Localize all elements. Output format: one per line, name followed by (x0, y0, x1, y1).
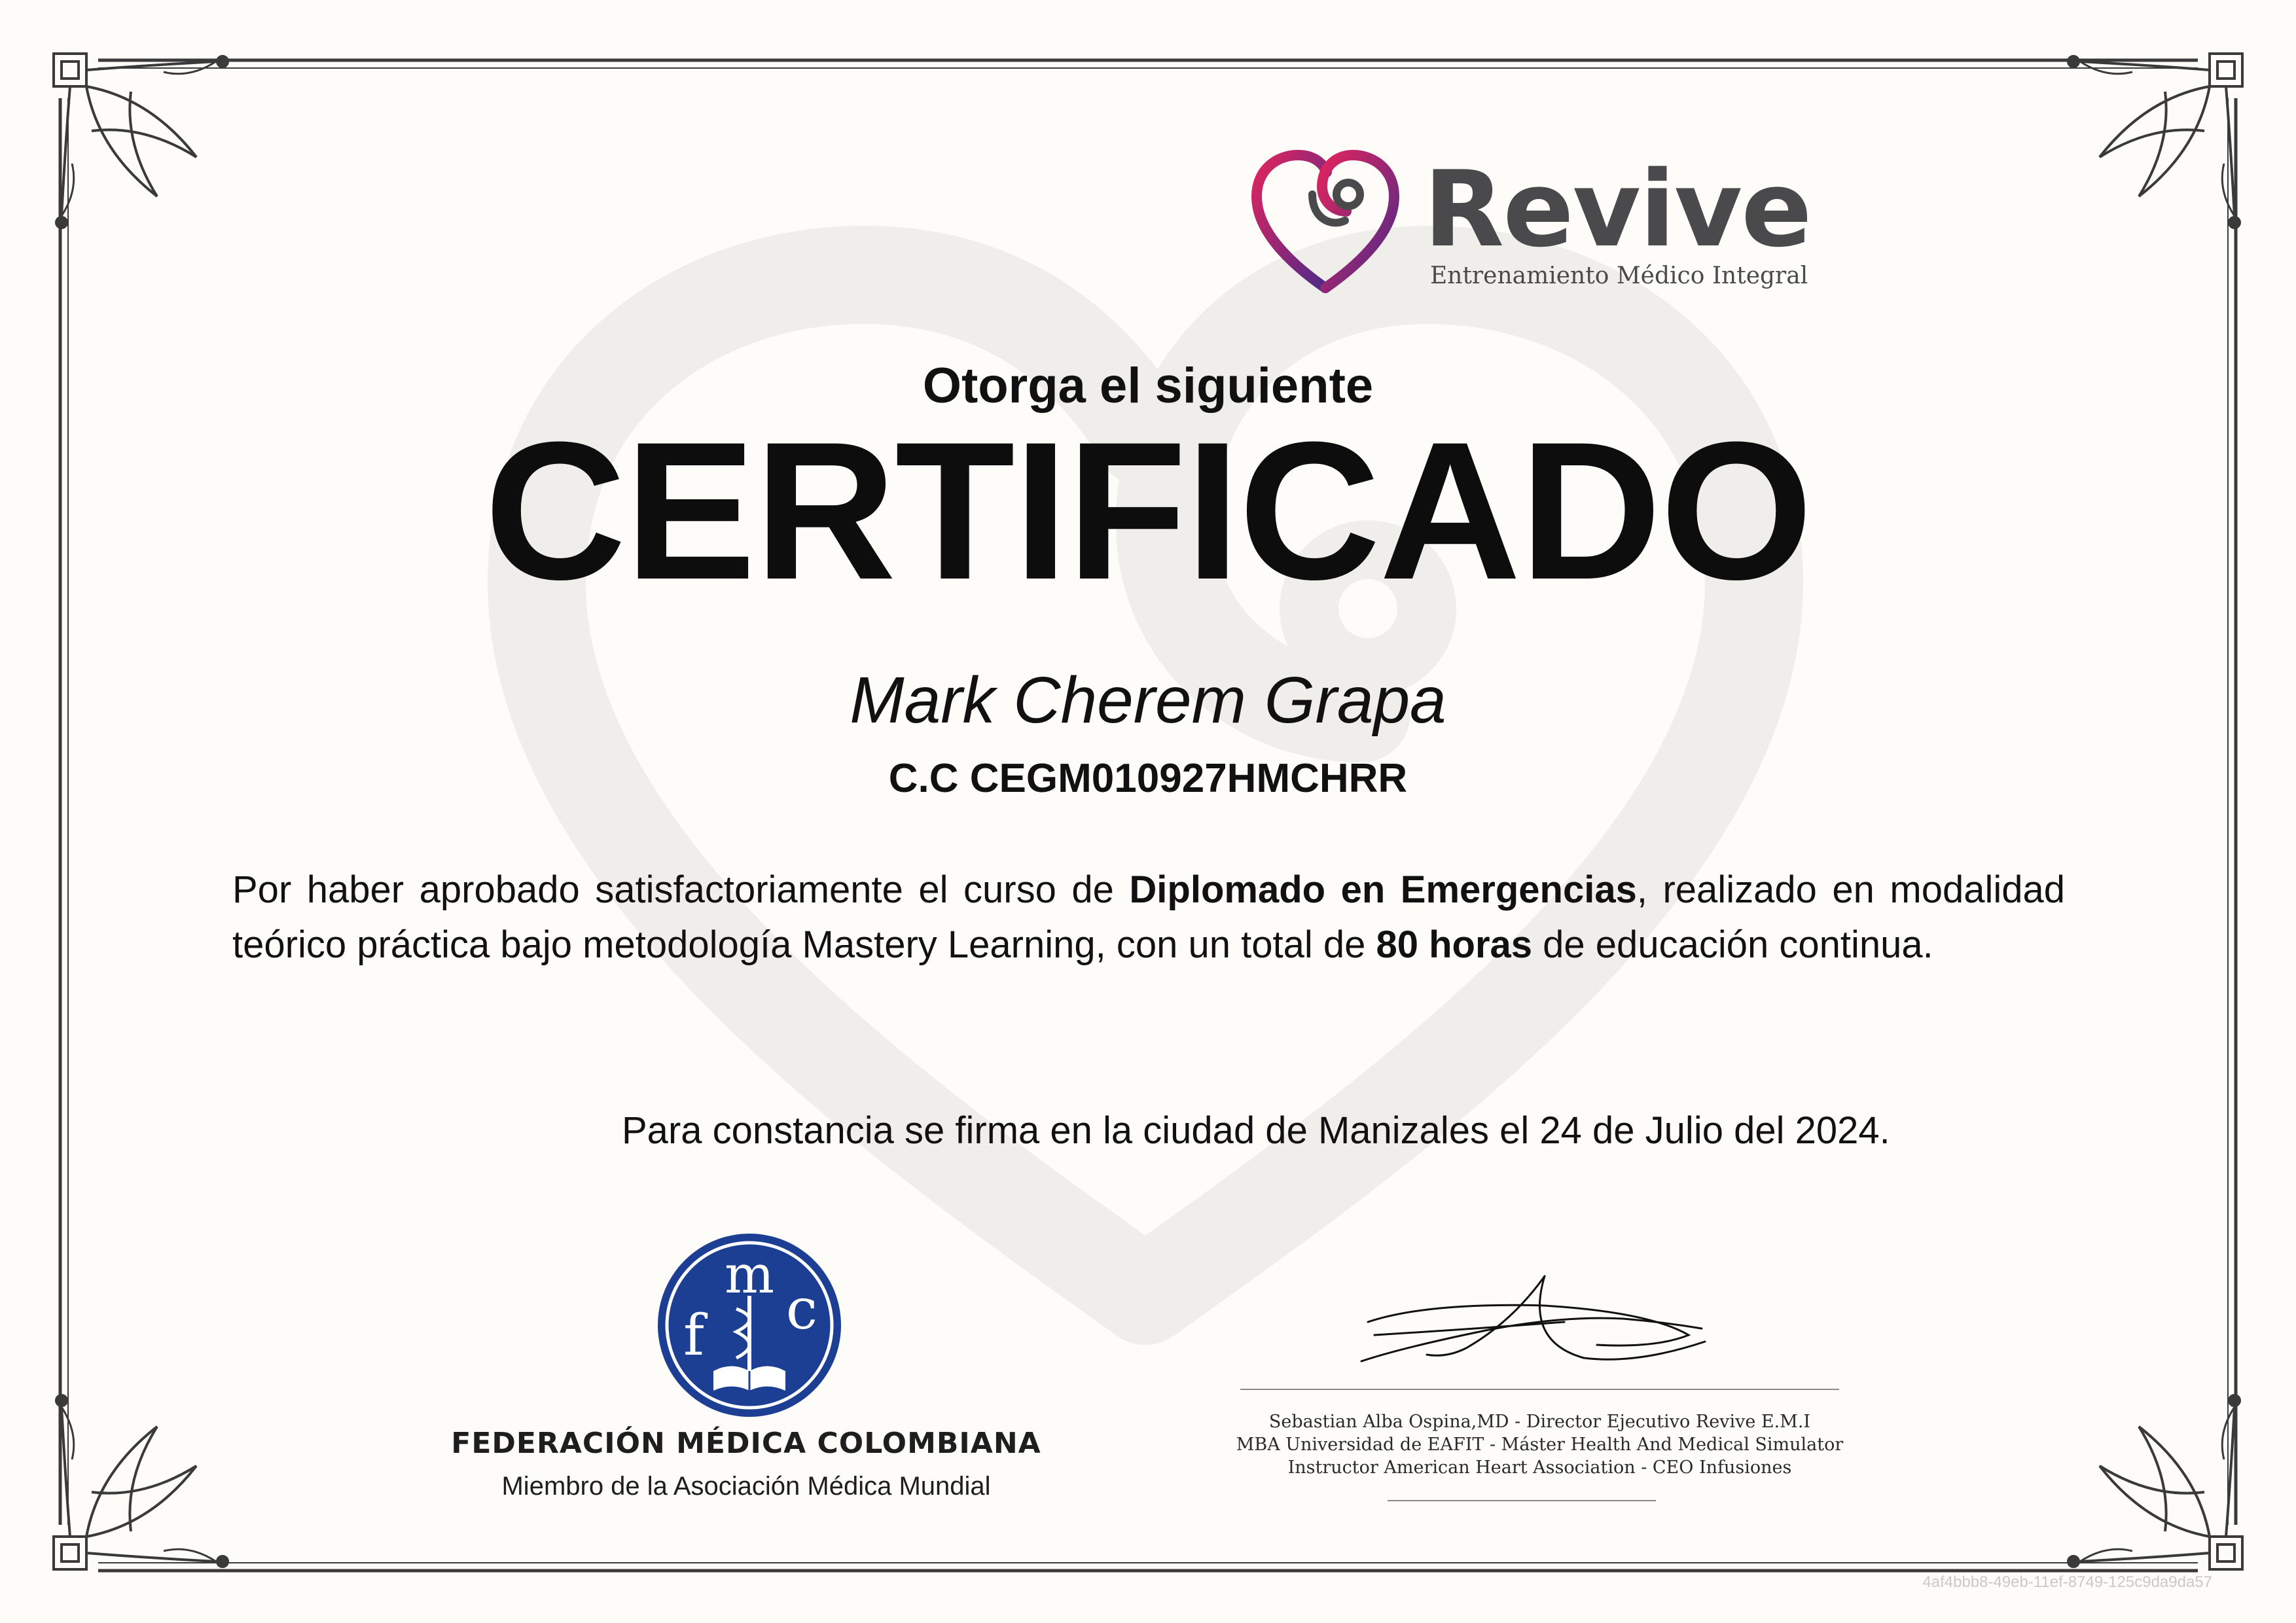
course-hours: 80 horas (1376, 923, 1533, 966)
handwritten-signature (1348, 1270, 1728, 1387)
document-id: 4af4bbb8-49eb-11ef-8749-125c9da9da57 (1922, 1573, 2212, 1591)
certificate-body (232, 863, 2065, 972)
course-name: Diplomado en Emergencias (1129, 868, 1637, 911)
signatory-line-2: MBA Universidad de EAFIT - Máster Health And Medical Simulator (1236, 1435, 1844, 1455)
signatory-line-1: Sebastian Alba Ospina,MD - Director Ejecutivo Revive E.M.I (1268, 1412, 1811, 1432)
federation-name: FEDERACIÓN MÉDICA COLOMBIANA (451, 1427, 1041, 1460)
logo-name: Revive (1424, 148, 1811, 270)
signature-line (1240, 1389, 1839, 1390)
recipient-name: Mark Cherem Grapa (850, 664, 1446, 737)
body-text-1: Por haber aprobado satisfactoriamente el curso de (232, 868, 1130, 911)
recipient-id-number: C.C CEGM010927HMCHRR (888, 756, 1408, 801)
signatory-line-3: Instructor American Heart Association - CEO Infusiones (1287, 1457, 1792, 1478)
logo-tagline: Entrenamiento Médico Integral (1430, 262, 1808, 289)
federation-subtitle: Miembro de la Asociación Médica Mundial (501, 1472, 991, 1501)
body-text-2: , realizado en modalidad teórico práctica bajo metodología Mastery Learning, con un total de (232, 868, 2066, 966)
certificate-subtitle: Otorga el siguiente (922, 358, 1374, 414)
certificate-title: CERTIFICADO (484, 401, 1812, 620)
signature-underline (1388, 1500, 1656, 1501)
seal-letter-left: f (683, 1303, 704, 1368)
federation-seal (655, 1230, 844, 1420)
seal-letter-right: c (785, 1277, 818, 1342)
closing-statement: Para constancia se firma en la ciudad de Manizales el 24 de Julio del 2024. (622, 1109, 1890, 1152)
revive-logo (1247, 147, 1811, 304)
seal-letter-top: m (725, 1244, 774, 1305)
body-text-3: de educación continua. (1532, 923, 1933, 966)
heart-stethoscope-logo-icon (1247, 147, 1404, 298)
